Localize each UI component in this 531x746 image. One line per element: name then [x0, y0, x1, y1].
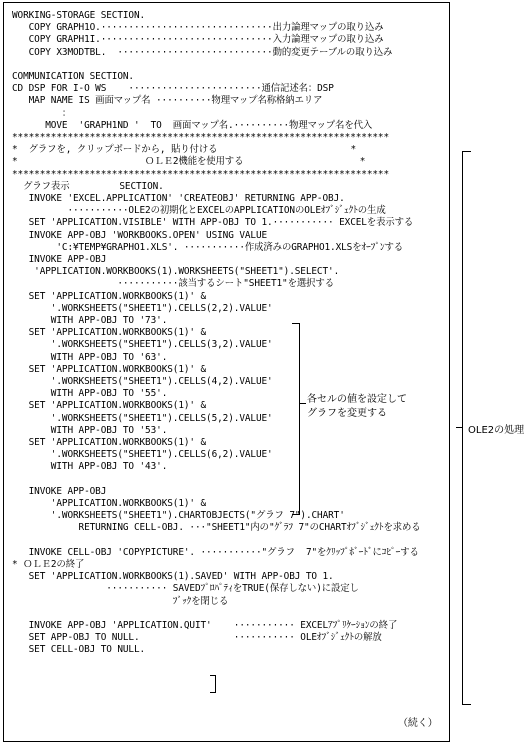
code-line: SET 'APPLICATION.WORKBOOKS(1).SAVED' WITH APP-OBJ TO 1.: [12, 571, 334, 583]
code-line: COPY X3MODTBL. ····························動的変更テーブルの取り込み: [12, 46, 393, 58]
code-line: INVOKE 'EXCEL.APPLICATION' 'CREATEOBJ' RETURNING APP-OBJ.: [12, 193, 345, 204]
code-line: ··········· SAVEDﾌﾟﾛﾊﾟﾃｨをTRUE(保存しない)に設定し: [12, 583, 359, 595]
code-line: WITH APP-OBJ TO '73'.: [12, 315, 168, 326]
ole2-bracket-tick: [456, 427, 462, 428]
cells-note-line2: グラフを変更する: [307, 408, 387, 419]
code-line: '.WORKSHEETS("SHEET1").CELLS(3,2).VALUE': [12, 339, 273, 351]
code-line: COMMUNICATION SECTION.: [12, 71, 134, 82]
code-line: ﾌﾞｯｸを閉じる: [12, 595, 229, 607]
code-line: * ＯＬＥ2機能を使用する *: [12, 156, 366, 168]
code-line: COPY GRAPH1O.·······························出力論理マップの取り込み: [12, 22, 384, 34]
code-line: COPY GRAPH1I.·······························入力論理マップの取り込み: [12, 34, 384, 46]
code-line: ：: [12, 107, 72, 119]
code-line: 'APPLICATION.WORKBOOKS(1).WORKSHEETS("SHEET1").SELECT'.: [12, 266, 340, 278]
code-line: ···········OLE2の初期化とEXCELのAPPLICATIONのOLEｵﾌﾞｼﾞｪｸﾄの生成: [12, 205, 386, 217]
code-line: MAP NAME IS 画面マップ名 ··········物理マップ名称格納エリア: [12, 95, 323, 107]
cells-bracket-tick: [300, 403, 306, 404]
ole2-label: OLE2の処理: [468, 425, 525, 436]
code-line: '.WORKSHEETS("SHEET1").CHARTOBJECTS("グラフ 7").CHART': [12, 510, 345, 522]
cells-bracket: [292, 323, 300, 515]
code-line: SET APP-OBJ TO NULL. ··········· OLEｵﾌﾞｼﾞｪｸﾄの解放: [12, 632, 382, 644]
code-line: '.WORKSHEETS("SHEET1").CELLS(2,2).VALUE': [12, 302, 273, 314]
code-line: INVOKE APP-OBJ 'APPLICATION.QUIT' ··········· EXCELｱﾌﾟﾘｹｰｼｮﾝの終了: [12, 620, 398, 631]
code-line: グラフ表示 SECTION.: [12, 180, 164, 192]
code-line: '.WORKSHEETS("SHEET1").CELLS(5,2).VALUE': [12, 412, 273, 424]
code-line: SET 'APPLICATION.WORKBOOKS(1)' &: [12, 400, 207, 412]
continued-label: （続く）: [398, 718, 438, 729]
code-line: SET 'APPLICATION.WORKBOOKS(1)' &: [12, 290, 207, 302]
code-line: CD DSP FOR I-O WS ························通信記述名：DSP: [12, 83, 334, 95]
code-line: SET 'APPLICATION.VISIBLE' WITH APP-OBJ TO 1.··········· EXCELを表示する: [12, 217, 414, 229]
code-line: ********************************************************************: [12, 168, 390, 180]
code-line: ···········該当するシート"SHEET1"を選択する: [12, 278, 334, 290]
code-line: WORKING-STORAGE SECTION.: [12, 10, 146, 21]
code-line: '.WORKSHEETS("SHEET1").CELLS(4,2).VALUE': [12, 376, 273, 387]
code-line: * ＯＬＥ2の終了: [12, 559, 85, 570]
code-line: WITH APP-OBJ TO '43'.: [12, 461, 168, 473]
code-line: * グラフを, クリップボードから, 貼り付ける *: [12, 144, 356, 156]
code-line: MOVE 'GRAPH1ND ' TO 画面マップ名.··········物理マップ名を代入: [12, 119, 373, 131]
code-line: RETURNING CELL-OBJ. ···"SHEET1"内の"ｸﾞﾗﾌ 7"のCHARTｵﾌﾞｼﾞｪｸﾄを求める: [12, 522, 421, 534]
code-line: SET CELL-OBJ TO NULL.: [12, 644, 146, 656]
code-line: ********************************************************************: [12, 132, 390, 143]
quit-bracket: [210, 675, 216, 693]
code-line: SET 'APPLICATION.WORKBOOKS(1)' &: [12, 327, 207, 339]
code-line: 'C:¥TEMP¥GRAPHO1.XLS'. ···········作成済みのGRAPHO1.XLSをｵｰﾌﾟﾝする: [12, 241, 404, 253]
code-line: '.WORKSHEETS("SHEET1").CELLS(6,2).VALUE': [12, 449, 273, 461]
code-line: SET 'APPLICATION.WORKBOOKS(1)' &: [12, 437, 207, 448]
code-line: INVOKE APP-OBJ: [12, 485, 107, 497]
cells-note-line1: 各セルの値を設定して: [307, 394, 407, 405]
code-line: WITH APP-OBJ TO '53'.: [12, 424, 168, 436]
code-line: SET 'APPLICATION.WORKBOOKS(1)' &: [12, 363, 207, 375]
code-line: INVOKE APP-OBJ: [12, 254, 107, 265]
code-line: INVOKE APP-OBJ 'WORKBOOKS.OPEN' USING VALUE: [12, 229, 268, 241]
code-line: INVOKE CELL-OBJ 'COPYPICTURE'. ···········"グラフ 7"をｸﾘｯﾌﾟﾎﾞｰﾄﾞにｺﾋﾟｰする: [12, 546, 419, 558]
cells-note: [307, 393, 407, 421]
code-line: 'APPLICATION.WORKBOOKS(1)' &: [12, 498, 207, 509]
code-line: WITH APP-OBJ TO '63'.: [12, 351, 168, 363]
code-line: WITH APP-OBJ TO '55'.: [12, 388, 168, 400]
